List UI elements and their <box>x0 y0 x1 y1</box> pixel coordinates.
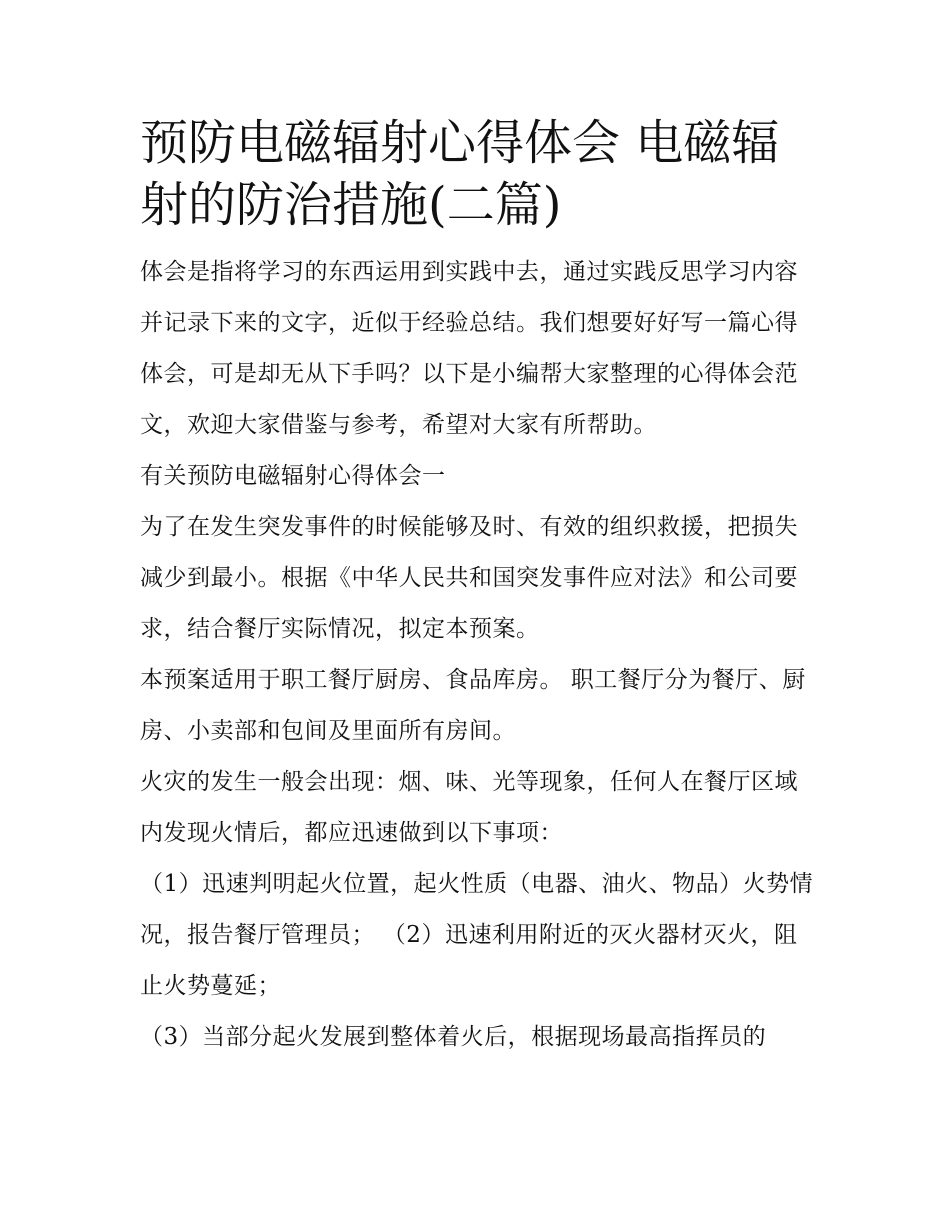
steps-1-2-paragraph: （1）迅速判明起火位置，起火性质（电器、油火、物品）火势情况，报告餐厅管理员； （2）迅速利用附近的灭火器材灭火，阻止火势蔓延； <box>140 871 814 999</box>
purpose-paragraph: 为了在发生突发事件的时候能够及时、有效的组织救援，把损失减少到最小。根据《中华人民共和国突发事件应对法》和公司要求，结合餐厅实际情况，拟定本预案。 <box>140 514 798 642</box>
section-heading: 有关预防电磁辐射心得体会一 <box>140 463 446 489</box>
document-title: 预防电磁辐射心得体会 电磁辐射的防治措施(二篇) <box>140 115 780 233</box>
intro-paragraph: 体会是指将学习的东西运用到实践中去，通过实践反思学习内容并记录下来的文字，近似于经验总结。我们想要好好写一篇心得体会，可是却无从下手吗？以下是小编帮大家整理的心得体会范文，欢迎大家借鉴与参考，希望对大家有所帮助。 <box>140 259 798 438</box>
scope-paragraph: 本预案适用于职工餐厅厨房、食品库房。 职工餐厅分为餐厅、厨房、小卖部和包间及里面所有房间。 <box>140 667 806 744</box>
document-body <box>140 247 815 1063</box>
fire-signs-paragraph: 火灾的发生一般会出现：烟、味、光等现象，任何人在餐厅区域内发现火情后，都应迅速做到以下事项： <box>140 769 798 846</box>
step-3-paragraph: （3）当部分起火发展到整体着火后，根据现场最高指挥员的 <box>140 1024 767 1050</box>
document-content <box>140 112 815 1063</box>
